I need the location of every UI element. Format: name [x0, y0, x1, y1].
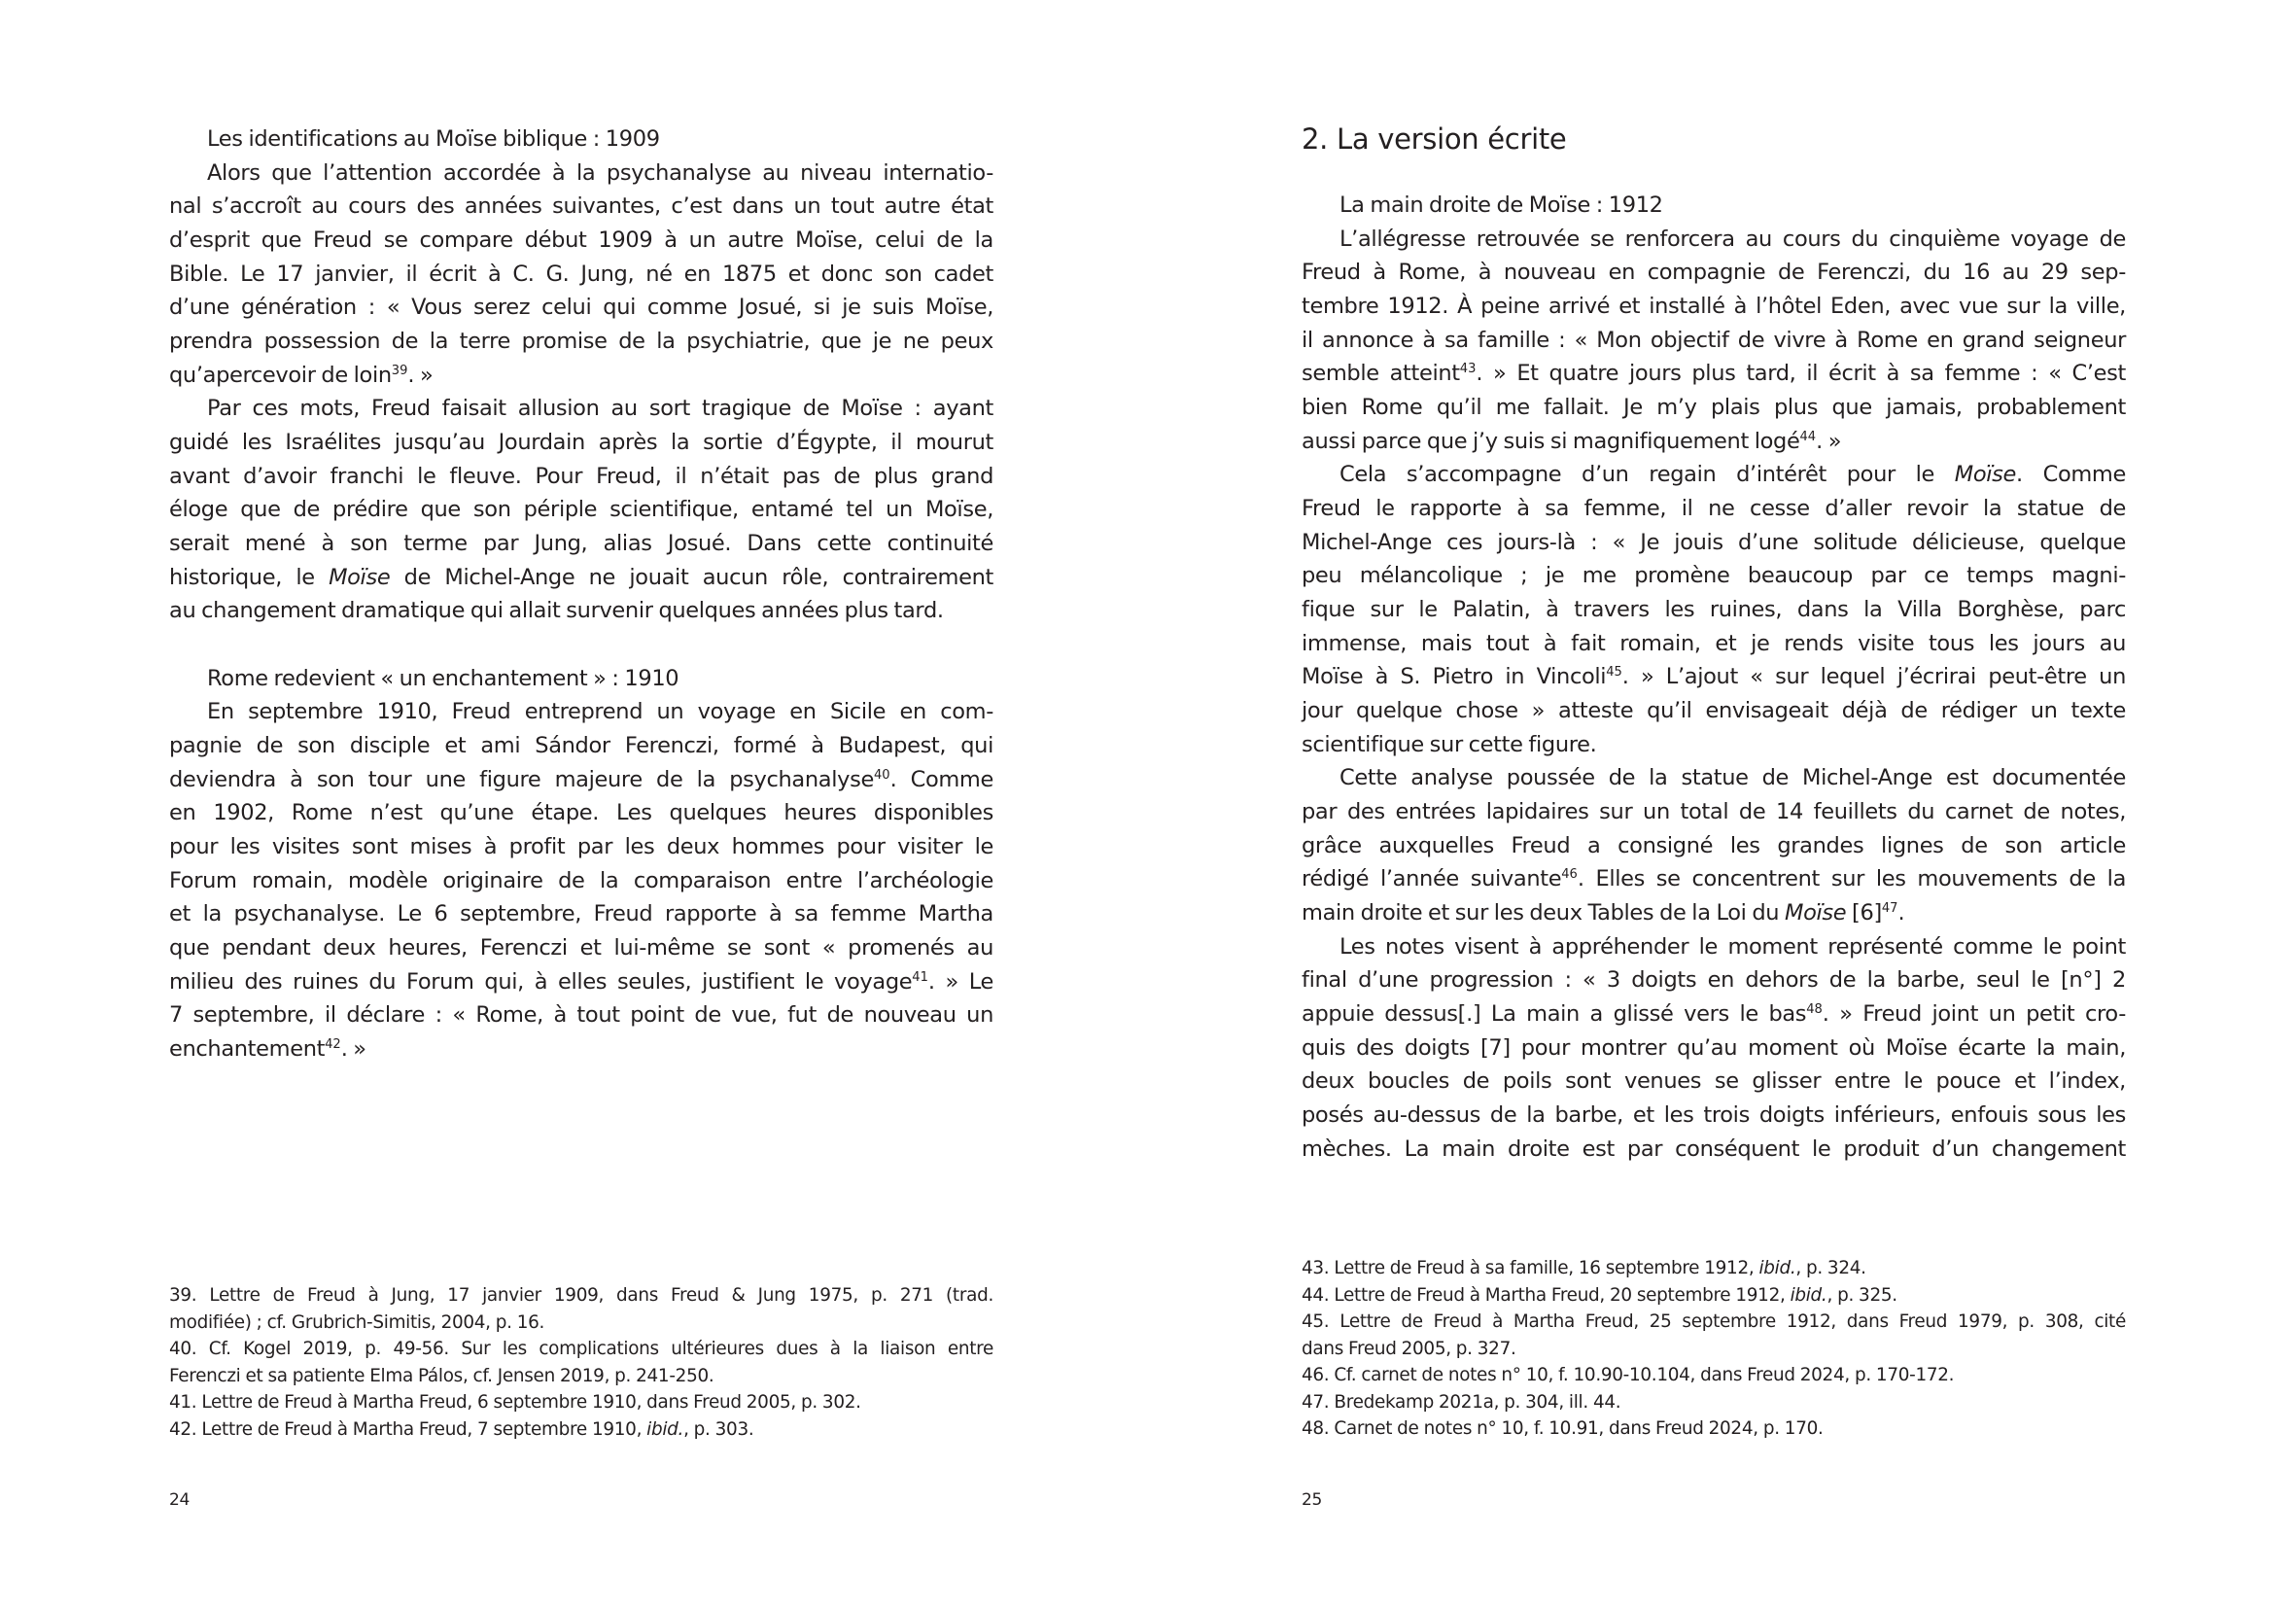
footnote-reference: 48	[1806, 1002, 1823, 1017]
text-run: guidé les Israélites jusqu’au Jourdain après la sortie d’Égypte, il mourut	[169, 430, 993, 456]
text-run: pour les visites sont mises à profit par les deux hommes pour visiter le	[169, 834, 993, 860]
paragraph-line	[169, 830, 993, 864]
paragraph-line	[169, 359, 993, 393]
paragraph-line	[1302, 1133, 2126, 1167]
footnote-line	[1302, 1282, 2126, 1310]
paragraph-line	[169, 864, 993, 898]
footnote-reference: 40	[873, 767, 890, 783]
text-run: milieu des ruines du Forum qui, à elles seules, justifient le voyage	[169, 968, 913, 995]
text-run: En septembre 1910, Freud entreprend un voyage en Sicile en com-	[207, 699, 993, 725]
text-run: serait mené à son terme par Jung, alias Josué. Dans cette continuité	[169, 531, 993, 557]
paragraph-line	[169, 931, 993, 965]
text-run: fique sur le Palatin, à travers les ruines, dans la Villa Borghèse, parc	[1302, 597, 2126, 623]
paragraph-line	[1302, 1065, 2126, 1099]
chapter-title: 2. La version écrite	[1302, 122, 1567, 156]
section-subheading	[1302, 189, 2126, 223]
right-page	[1148, 0, 2296, 1607]
text-run: . »	[340, 1036, 366, 1063]
italic-text: Moïse	[329, 564, 391, 590]
paragraph-line	[1302, 559, 2126, 593]
italic-text: ibid.	[1758, 1258, 1796, 1278]
text-run: de Michel-Ange ne jouait aucun rôle, contrairement	[390, 564, 993, 590]
text-run: aussi parce que j’y suis si magnifiquement logé	[1302, 428, 1800, 454]
text-run: [6]	[1846, 900, 1882, 926]
text-run: Moïse à S. Pietro in Vincoli	[1302, 664, 1607, 690]
text-run: immense, mais tout à fait romain, et je rends visite tous les jours au	[1302, 630, 2126, 656]
paragraph-line	[1302, 997, 2126, 1031]
text-run: 40. Cf. Kogel 2019, p. 49-56. Sur les complications ultérieures dues à la liaison entre	[169, 1339, 993, 1359]
footnote-line	[169, 1336, 993, 1363]
paragraph-line	[1302, 290, 2126, 324]
text-run: final d’une progression : « 3 doigts en dehors de la barbe, seul le [n°] 2	[1302, 967, 2126, 994]
paragraph-line	[169, 998, 993, 1032]
text-run: deviendra à son tour une figure majeure de la psychanalyse	[169, 766, 874, 792]
paragraph-line	[169, 1032, 993, 1066]
paragraph-line	[169, 493, 993, 527]
text-run: 46. Cf. carnet de notes n° 10, f. 10.90-10.104, dans Freud 2024, p. 170-172.	[1302, 1365, 1955, 1385]
text-run: Cela s’accompagne d’un regain d’intérêt pour le	[1339, 462, 1955, 488]
text-run: dans Freud 2005, p. 327.	[1302, 1338, 1516, 1359]
paragraph-line	[169, 561, 993, 595]
footnote-reference: 43	[1459, 362, 1477, 377]
text-run: que pendant deux heures, Ferenczi et lui-même se sont « promenés au	[169, 935, 993, 961]
text-run: éloge que de prédire que son périple scientifique, entamé tel un Moïse,	[169, 497, 993, 523]
paragraph-line	[169, 190, 993, 224]
section-subheading	[169, 662, 993, 696]
paragraph-line	[1302, 324, 2126, 358]
text-run: 7 septembre, il déclare : « Rome, à tout point de vue, fut de nouveau un	[169, 1002, 993, 1029]
paragraph-line	[1302, 458, 2126, 492]
section-subheading	[169, 122, 993, 157]
text-run: . » Le	[927, 968, 993, 995]
text-run: 42. Lettre de Freud à Martha Freud, 7 septembre 1910,	[169, 1418, 647, 1440]
paragraph-line	[169, 325, 993, 359]
paragraph-line	[1302, 593, 2126, 627]
paragraph-line	[169, 460, 993, 494]
text-run: . »	[407, 362, 434, 388]
text-run: Michel-Ange ces jours-là : « Je jouis d’une solitude délicieuse, quelque	[1302, 529, 2126, 555]
paragraph-line	[1302, 425, 2126, 459]
text-run: au changement dramatique qui allait survenir quelques années plus tard.	[169, 598, 944, 624]
text-run: Les identifications au Moïse biblique : 1909	[207, 126, 660, 152]
text-run: qu’apercevoir de loin	[169, 362, 392, 388]
paragraph-line	[1302, 1031, 2126, 1066]
text-run: rédigé l’année suivante	[1302, 866, 1562, 892]
text-run: Freud à Rome, à nouveau en compagnie de Ferenczi, du 16 au 29 sep-	[1302, 260, 2126, 286]
text-run: 48. Carnet de notes n° 10, f. 10.91, dans Freud 2024, p. 170.	[1302, 1418, 1824, 1439]
footnote-reference: 42	[325, 1037, 341, 1052]
footnote-line	[1302, 1389, 2126, 1416]
text-run: , p. 303.	[683, 1418, 754, 1440]
text-run: L’allégresse retrouvée se renforcera au cours du cinquième voyage de	[1339, 226, 2126, 252]
paragraph-line	[1302, 256, 2126, 290]
text-run: . Elles se concentrent sur les mouvements de la	[1577, 866, 2127, 892]
text-run: mèches. La main droite est par conséquent le produit d’un changement	[1302, 1135, 2126, 1162]
text-run: deux boucles de poils sont venues se glisser entre le pouce et l’index,	[1302, 1068, 2126, 1095]
paragraph-line	[169, 594, 993, 628]
paragraph-line	[1302, 728, 2126, 762]
text-run: historique, le	[169, 564, 330, 590]
text-run: . »	[1816, 428, 1842, 454]
footnote-line	[169, 1310, 993, 1337]
paragraph-line	[1302, 492, 2126, 526]
text-run: Forum romain, modèle originaire de la comparaison entre l’archéologie	[169, 867, 993, 893]
text-run: avant d’avoir franchi le fleuve. Pour Freud, il n’était pas de plus grand	[169, 463, 993, 489]
text-run: . » Freud joint un petit cro-	[1822, 1001, 2126, 1028]
paragraph-line	[169, 426, 993, 460]
italic-text: ibid.	[1790, 1284, 1827, 1306]
text-run: Les notes visent à appréhender le moment représenté comme le point	[1339, 933, 2126, 960]
paragraph-line	[169, 729, 993, 763]
text-run: quis des doigts [7] pour montrer qu’au moment où Moïse écarte la main,	[1302, 1034, 2126, 1061]
text-run: peu mélancolique ; je me promène beaucoup par ce temps magni-	[1302, 563, 2126, 589]
text-run: et la psychanalyse. Le 6 septembre, Freud rapporte à sa femme Martha	[169, 901, 993, 927]
footnote-line	[169, 1282, 993, 1310]
text-run: Ferenczi et sa patiente Elma Pálos, cf. Jensen 2019, p. 241-250.	[169, 1365, 714, 1386]
paragraph-line	[1302, 963, 2126, 997]
paragraph-line	[169, 258, 993, 292]
text-run: jour quelque chose » atteste qu’il envisageait déjà de rédiger un texte	[1302, 698, 2126, 724]
page-number: 24	[169, 1490, 191, 1510]
text-run: 39. Lettre de Freud à Jung, 17 janvier 1909, dans Freud & Jung 1975, p. 271 (trad.	[169, 1285, 993, 1306]
text-run: il annonce à sa famille : « Mon objectif de vivre à Rome en grand seigneur	[1302, 327, 2126, 353]
paragraph-line	[1302, 694, 2126, 728]
paragraph-line	[169, 695, 993, 729]
text-run: Freud le rapporte à sa femme, il ne cesse d’aller revoir la statue de	[1302, 496, 2126, 522]
footnote-reference: 46	[1561, 867, 1578, 883]
paragraph-line	[169, 796, 993, 830]
text-run: enchantement	[169, 1036, 326, 1063]
paragraph-line	[169, 224, 993, 258]
paragraph-line	[1302, 627, 2126, 661]
footnote-line	[169, 1416, 993, 1444]
paragraph-line	[1302, 357, 2126, 391]
text-run: La main droite de Moïse : 1912	[1339, 192, 1663, 218]
text-run: 43. Lettre de Freud à sa famille, 16 septembre 1912,	[1302, 1258, 1759, 1278]
italic-text: Moïse	[1785, 900, 1847, 926]
text-run: . Comme	[889, 766, 993, 792]
paragraph-line	[1302, 660, 2126, 694]
paragraph-line	[1302, 391, 2126, 425]
text-run: pagnie de son disciple et ami Sándor Ferenczi, formé à Budapest, qui	[169, 733, 993, 759]
text-run: nal s’accroît au cours des années suivantes, c’est dans un tout autre état	[169, 193, 993, 220]
text-run: 44. Lettre de Freud à Martha Freud, 20 septembre 1912,	[1302, 1284, 1791, 1306]
paragraph-line	[1302, 761, 2126, 795]
text-run: semble atteint	[1302, 361, 1460, 387]
text-run: bien Rome qu’il me fallait. Je m’y plais plus que jamais, probablement	[1302, 395, 2126, 421]
italic-text: Moïse	[1954, 462, 2017, 488]
text-run: appuie dessus[.] La main a glissé vers le bas	[1302, 1001, 1807, 1028]
text-run: 47. Bredekamp 2021a, p. 304, ill. 44.	[1302, 1391, 1621, 1413]
footnote-reference: 45	[1606, 665, 1622, 681]
text-run: posés au-dessus de la barbe, et les trois doigts inférieurs, enfouis sous les	[1302, 1102, 2126, 1129]
footnote-line	[169, 1363, 993, 1390]
paragraph-line	[1302, 862, 2126, 896]
text-run: 41. Lettre de Freud à Martha Freud, 6 septembre 1910, dans Freud 2005, p. 302.	[169, 1392, 861, 1413]
footnote-line	[1302, 1255, 2126, 1282]
paragraph-line	[169, 897, 993, 931]
text-run: Rome redevient « un enchantement » : 1910	[207, 665, 679, 691]
text-run: modifiée) ; cf. Grubrich-Simitis, 2004, p. 16.	[169, 1311, 545, 1333]
italic-text: ibid.	[646, 1418, 684, 1440]
footnote-reference: 47	[1881, 900, 1898, 916]
footnote-line	[1302, 1336, 2126, 1363]
footnote-line	[1302, 1309, 2126, 1336]
footnote-line	[169, 1389, 993, 1416]
text-run: , p. 325.	[1826, 1284, 1897, 1306]
text-run: d’esprit que Freud se compare début 1909 à un autre Moïse, celui de la	[169, 227, 993, 253]
text-run: Cette analyse poussée de la statue de Michel-Ange est documentée	[1339, 765, 2126, 791]
text-run: prendra possession de la terre promise de la psychiatrie, que je ne peux	[169, 329, 993, 355]
paragraph-line	[1302, 526, 2126, 560]
text-run: . » L’ajout « sur lequel j’écrirai peut-être un	[1621, 664, 2126, 690]
paragraph-line	[1302, 829, 2126, 863]
text-run: tembre 1912. À peine arrivé et installé à l’hôtel Eden, avec vue sur la ville,	[1302, 294, 2126, 319]
footnote-line	[1302, 1415, 2126, 1443]
text-run: par des entrées lapidaires sur un total de 14 feuillets du carnet de notes,	[1302, 799, 2126, 825]
text-run: Alors que l’attention accordée à la psychanalyse au niveau internatio-	[207, 159, 993, 186]
paragraph-line	[169, 291, 993, 325]
paragraph-line	[1302, 223, 2126, 257]
footnote-reference: 44	[1799, 429, 1817, 444]
text-run: en 1902, Rome n’est qu’une étape. Les quelques heures disponibles	[169, 800, 993, 826]
paragraph-line	[1302, 1099, 2126, 1133]
text-run: Bible. Le 17 janvier, il écrit à C. G. Jung, né en 1875 et donc son cadet	[169, 261, 993, 287]
paragraph-line	[169, 157, 993, 191]
footnote-reference: 41	[912, 969, 928, 985]
text-run: 45. Lettre de Freud à Martha Freud, 25 septembre 1912, dans Freud 1979, p. 308, cité	[1302, 1311, 2126, 1332]
text-run: main droite et sur les deux Tables de la Loi du	[1302, 900, 1785, 926]
text-run: d’une génération : « Vous serez celui qui comme Josué, si je suis Moïse,	[169, 295, 993, 321]
text-run: , p. 324.	[1795, 1258, 1866, 1278]
spacer	[169, 628, 993, 662]
text-run: grâce auxquelles Freud a consigné les grandes lignes de son article	[1302, 832, 2126, 858]
paragraph-line	[169, 527, 993, 561]
page-number: 25	[1302, 1490, 1323, 1510]
text-run: . Comme	[2016, 462, 2126, 488]
text-run: . » Et quatre jours plus tard, il écrit à sa femme : « C’est	[1476, 361, 2126, 387]
paragraph-line	[1302, 930, 2126, 964]
footnote-line	[1302, 1362, 2126, 1389]
paragraph-line	[1302, 795, 2126, 829]
text-run: scientifique sur cette figure.	[1302, 731, 1597, 757]
paragraph-line	[169, 965, 993, 999]
paragraph-line	[1302, 896, 2126, 930]
footnote-reference: 39	[391, 363, 408, 378]
paragraph-line	[169, 392, 993, 426]
paragraph-line	[169, 763, 993, 797]
text-run: .	[1897, 900, 1905, 926]
text-run: Par ces mots, Freud faisait allusion au sort tragique de Moïse : ayant	[207, 396, 993, 422]
